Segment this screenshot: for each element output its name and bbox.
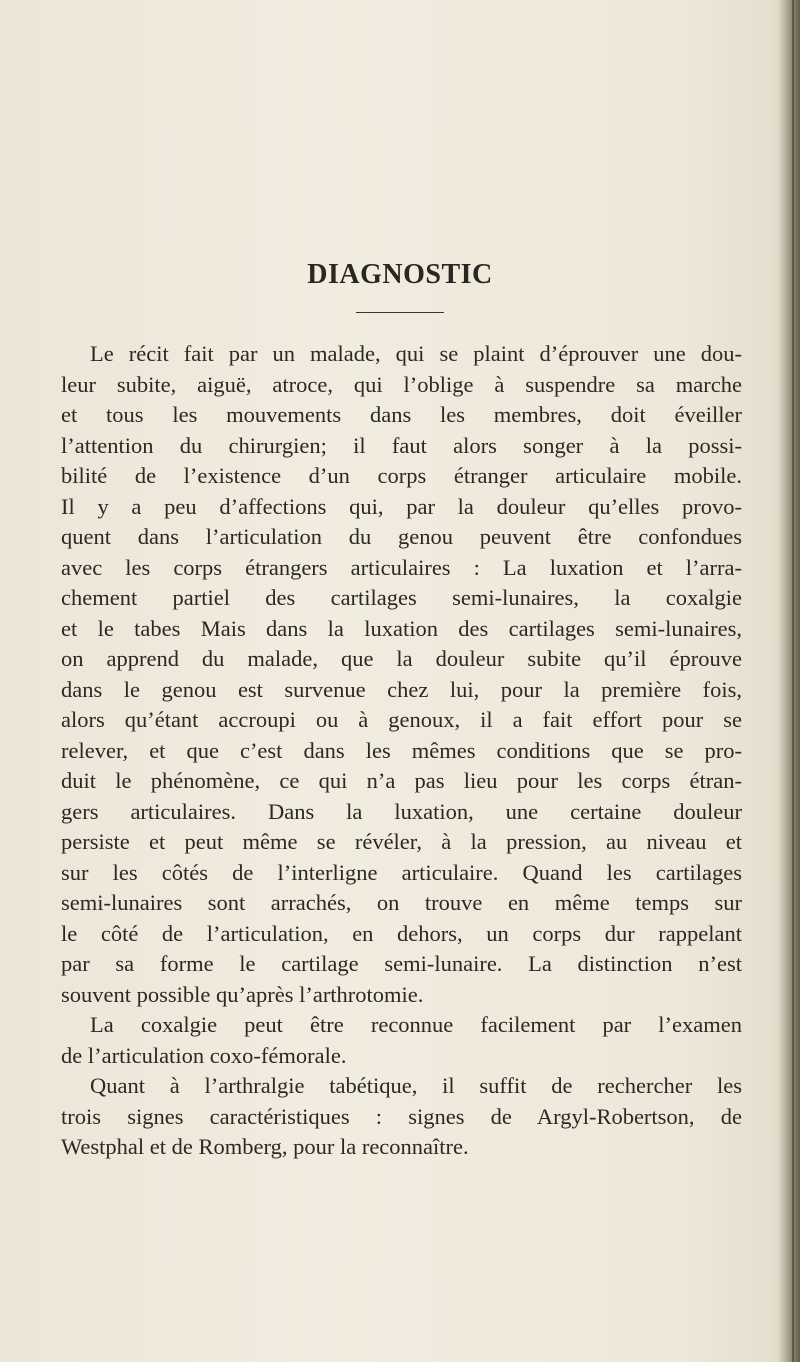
paragraph xyxy=(61,1010,742,1071)
text-line: Il y a peu d’affections qui, par la douleur qu’elles provo- xyxy=(61,493,742,519)
text-line: alors qu’étant accroupi ou à genoux, il a fait effort pour se xyxy=(61,707,742,732)
page-binding-shadow xyxy=(778,0,800,1362)
text-line: trois signes caractéristiques : signes de Argyl-Robertson, de xyxy=(61,1103,742,1129)
text-line: Westphal et de Romberg, pour la reconnaître. xyxy=(61,1134,469,1159)
text-line: l’attention du chirurgien; il faut alors songer à la possi- xyxy=(61,432,742,458)
text-line: dans le genou est survenue chez lui, pour la première fois, xyxy=(61,676,742,702)
text-line: on apprend du malade, que la douleur subite qu’il éprouve xyxy=(61,646,742,671)
text-line: et tous les mouvements dans les membres, doit éveiller xyxy=(61,402,742,427)
text-line: semi-lunaires sont arrachés, on trouve en même temps sur xyxy=(61,890,742,915)
text-line: La coxalgie peut être reconnue facilement par l’examen xyxy=(90,1012,742,1037)
text-line: quent dans l’articulation du genou peuvent être confondues xyxy=(61,524,742,549)
text-line: de l’articulation coxo-fémorale. xyxy=(61,1042,347,1068)
text-line: souvent possible qu’après l’arthrotomie. xyxy=(61,981,424,1007)
text-line: avec les corps étrangers articulaires : La luxation et l’arra- xyxy=(61,554,742,580)
body-text xyxy=(61,339,742,1163)
text-line: sur les côtés de l’interligne articulaire. Quand les cartilages xyxy=(61,859,742,885)
text-line: chement partiel des cartilages semi-lunaires, la coxalgie xyxy=(61,585,742,610)
text-line: persiste et peut même se révéler, à la pression, au niveau et xyxy=(61,829,742,854)
text-line: Le récit fait par un malade, qui se plaint d’éprouver une dou- xyxy=(90,341,742,366)
paragraph xyxy=(61,1071,742,1163)
text-line: par sa forme le cartilage semi-lunaire. La distinction n’est xyxy=(61,951,742,976)
text-line: et le tabes Mais dans la luxation des cartilages semi-lunaires, xyxy=(61,615,742,641)
text-line: gers articulaires. Dans la luxation, une certaine douleur xyxy=(61,798,742,824)
paragraph xyxy=(61,339,742,1010)
text-line: bilité de l’existence d’un corps étranger articulaire mobile. xyxy=(61,463,742,488)
title-rule xyxy=(356,312,444,313)
text-line: leur subite, aiguë, atroce, qui l’oblige à suspendre sa marche xyxy=(61,371,742,397)
text-line: relever, et que c’est dans les mêmes conditions que se pro- xyxy=(61,737,742,763)
page-binding-edge xyxy=(792,0,794,1362)
text-line: le côté de l’articulation, en dehors, un corps dur rappelant xyxy=(61,920,742,946)
text-line: duit le phénomène, ce qui n’a pas lieu pour les corps étran- xyxy=(61,768,742,793)
page-title: DIAGNOSTIC xyxy=(307,259,493,290)
text-line: Quant à l’arthralgie tabétique, il suffit de rechercher les xyxy=(90,1073,742,1098)
